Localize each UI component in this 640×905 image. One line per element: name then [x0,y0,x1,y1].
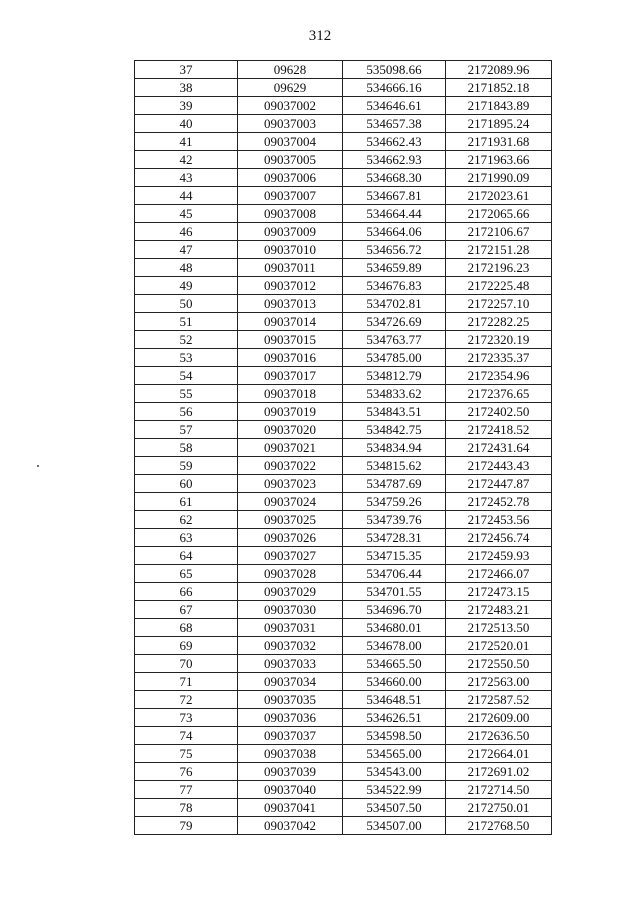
x-coordinate-cell: 534701.55 [343,583,446,601]
point-number-cell: 60 [135,475,238,493]
x-coordinate-cell: 534842.75 [343,421,446,439]
point-number-cell: 53 [135,349,238,367]
y-coordinate-cell: 2171931.68 [446,133,552,151]
y-coordinate-cell: 2172456.74 [446,529,552,547]
point-number-cell: 52 [135,331,238,349]
coordinates-table [134,60,552,835]
parcel-code-cell: 09037022 [238,457,343,475]
y-coordinate-cell: 2172106.67 [446,223,552,241]
y-coordinate-cell: 2172691.02 [446,763,552,781]
parcel-code-cell: 09037034 [238,673,343,691]
x-coordinate-cell: 534812.79 [343,367,446,385]
point-number-cell: 46 [135,223,238,241]
table-row [135,781,552,799]
point-number-cell: 77 [135,781,238,799]
x-coordinate-cell: 534656.72 [343,241,446,259]
x-coordinate-cell: 534543.00 [343,763,446,781]
x-coordinate-cell: 534659.89 [343,259,446,277]
table-row [135,313,552,331]
point-number-cell: 67 [135,601,238,619]
table-row [135,799,552,817]
y-coordinate-cell: 2172335.37 [446,349,552,367]
parcel-code-cell: 09037003 [238,115,343,133]
parcel-code-cell: 09037007 [238,187,343,205]
table-row [135,475,552,493]
x-coordinate-cell: 534728.31 [343,529,446,547]
y-coordinate-cell: 2172418.52 [446,421,552,439]
x-coordinate-cell: 534565.00 [343,745,446,763]
parcel-code-cell: 09037017 [238,367,343,385]
parcel-code-cell: 09037040 [238,781,343,799]
x-coordinate-cell: 534702.81 [343,295,446,313]
point-number-cell: 51 [135,313,238,331]
x-coordinate-cell: 534648.51 [343,691,446,709]
table-row [135,133,552,151]
parcel-code-cell: 09629 [238,79,343,97]
parcel-code-cell: 09037038 [238,745,343,763]
y-coordinate-cell: 2172065.66 [446,205,552,223]
x-coordinate-cell: 534626.51 [343,709,446,727]
point-number-cell: 72 [135,691,238,709]
parcel-code-cell: 09037033 [238,655,343,673]
table-row [135,331,552,349]
point-number-cell: 59 [135,457,238,475]
parcel-code-cell: 09037037 [238,727,343,745]
table-row [135,151,552,169]
table-row [135,241,552,259]
x-coordinate-cell: 534834.94 [343,439,446,457]
x-coordinate-cell: 534507.50 [343,799,446,817]
parcel-code-cell: 09037016 [238,349,343,367]
point-number-cell: 38 [135,79,238,97]
table-row [135,727,552,745]
table-row [135,547,552,565]
table-row [135,367,552,385]
point-number-cell: 56 [135,403,238,421]
parcel-code-cell: 09037025 [238,511,343,529]
table-row [135,673,552,691]
point-number-cell: 70 [135,655,238,673]
table-row [135,169,552,187]
point-number-cell: 61 [135,493,238,511]
table-row [135,601,552,619]
y-coordinate-cell: 2171990.09 [446,169,552,187]
table-row [135,637,552,655]
parcel-code-cell: 09037010 [238,241,343,259]
table-row [135,583,552,601]
point-number-cell: 65 [135,565,238,583]
parcel-code-cell: 09037035 [238,691,343,709]
x-coordinate-cell: 534662.93 [343,151,446,169]
x-coordinate-cell: 535098.66 [343,61,446,79]
x-coordinate-cell: 534660.00 [343,673,446,691]
page-number: 312 [308,28,332,44]
table-row [135,277,552,295]
stray-mark [37,465,39,467]
point-number-cell: 62 [135,511,238,529]
point-number-cell: 42 [135,151,238,169]
y-coordinate-cell: 2172550.50 [446,655,552,673]
point-number-cell: 75 [135,745,238,763]
y-coordinate-cell: 2172768.50 [446,817,552,835]
table-row [135,619,552,637]
parcel-code-cell: 09037009 [238,223,343,241]
y-coordinate-cell: 2172664.01 [446,745,552,763]
x-coordinate-cell: 534667.81 [343,187,446,205]
table-row [135,295,552,313]
x-coordinate-cell: 534706.44 [343,565,446,583]
y-coordinate-cell: 2172282.25 [446,313,552,331]
table-row [135,79,552,97]
point-number-cell: 40 [135,115,238,133]
x-coordinate-cell: 534678.00 [343,637,446,655]
x-coordinate-cell: 534680.01 [343,619,446,637]
y-coordinate-cell: 2172714.50 [446,781,552,799]
table-row [135,655,552,673]
point-number-cell: 73 [135,709,238,727]
point-number-cell: 43 [135,169,238,187]
x-coordinate-cell: 534843.51 [343,403,446,421]
parcel-code-cell: 09037015 [238,331,343,349]
parcel-code-cell: 09037006 [238,169,343,187]
y-coordinate-cell: 2172402.50 [446,403,552,421]
table-row [135,709,552,727]
point-number-cell: 57 [135,421,238,439]
point-number-cell: 71 [135,673,238,691]
parcel-code-cell: 09037023 [238,475,343,493]
x-coordinate-cell: 534739.76 [343,511,446,529]
x-coordinate-cell: 534676.83 [343,277,446,295]
point-number-cell: 50 [135,295,238,313]
y-coordinate-cell: 2171963.66 [446,151,552,169]
y-coordinate-cell: 2172750.01 [446,799,552,817]
point-number-cell: 44 [135,187,238,205]
table-row [135,61,552,79]
y-coordinate-cell: 2172089.96 [446,61,552,79]
x-coordinate-cell: 534787.69 [343,475,446,493]
parcel-code-cell: 09037020 [238,421,343,439]
point-number-cell: 47 [135,241,238,259]
parcel-code-cell: 09037028 [238,565,343,583]
point-number-cell: 55 [135,385,238,403]
table-row [135,457,552,475]
parcel-code-cell: 09037005 [238,151,343,169]
x-coordinate-cell: 534763.77 [343,331,446,349]
point-number-cell: 66 [135,583,238,601]
point-number-cell: 37 [135,61,238,79]
point-number-cell: 39 [135,97,238,115]
parcel-code-cell: 09037024 [238,493,343,511]
point-number-cell: 69 [135,637,238,655]
point-number-cell: 49 [135,277,238,295]
x-coordinate-cell: 534668.30 [343,169,446,187]
point-number-cell: 79 [135,817,238,835]
y-coordinate-cell: 2172466.07 [446,565,552,583]
y-coordinate-cell: 2172151.28 [446,241,552,259]
parcel-code-cell: 09037027 [238,547,343,565]
parcel-code-cell: 09037018 [238,385,343,403]
y-coordinate-cell: 2172483.21 [446,601,552,619]
y-coordinate-cell: 2172636.50 [446,727,552,745]
y-coordinate-cell: 2172443.43 [446,457,552,475]
parcel-code-cell: 09037032 [238,637,343,655]
x-coordinate-cell: 534598.50 [343,727,446,745]
x-coordinate-cell: 534726.69 [343,313,446,331]
table-row [135,529,552,547]
point-number-cell: 74 [135,727,238,745]
x-coordinate-cell: 534785.00 [343,349,446,367]
y-coordinate-cell: 2172257.10 [446,295,552,313]
parcel-code-cell: 09037002 [238,97,343,115]
point-number-cell: 48 [135,259,238,277]
point-number-cell: 76 [135,763,238,781]
table-row [135,565,552,583]
x-coordinate-cell: 534507.00 [343,817,446,835]
y-coordinate-cell: 2172023.61 [446,187,552,205]
y-coordinate-cell: 2171852.18 [446,79,552,97]
table-row [135,403,552,421]
y-coordinate-cell: 2172320.19 [446,331,552,349]
point-number-cell: 78 [135,799,238,817]
table-row [135,421,552,439]
parcel-code-cell: 09037013 [238,295,343,313]
y-coordinate-cell: 2171895.24 [446,115,552,133]
y-coordinate-cell: 2172196.23 [446,259,552,277]
x-coordinate-cell: 534662.43 [343,133,446,151]
parcel-code-cell: 09037029 [238,583,343,601]
parcel-code-cell: 09037011 [238,259,343,277]
table-row [135,115,552,133]
point-number-cell: 58 [135,439,238,457]
x-coordinate-cell: 534664.44 [343,205,446,223]
table-body [135,61,552,835]
y-coordinate-cell: 2172376.65 [446,385,552,403]
y-coordinate-cell: 2172452.78 [446,493,552,511]
parcel-code-cell: 09037039 [238,763,343,781]
parcel-code-cell: 09037036 [238,709,343,727]
y-coordinate-cell: 2172447.87 [446,475,552,493]
y-coordinate-cell: 2172354.96 [446,367,552,385]
x-coordinate-cell: 534815.62 [343,457,446,475]
x-coordinate-cell: 534646.61 [343,97,446,115]
parcel-code-cell: 09037031 [238,619,343,637]
table-row [135,385,552,403]
point-number-cell: 41 [135,133,238,151]
y-coordinate-cell: 2172225.48 [446,277,552,295]
point-number-cell: 45 [135,205,238,223]
x-coordinate-cell: 534696.70 [343,601,446,619]
table-row [135,205,552,223]
table-row [135,745,552,763]
x-coordinate-cell: 534657.38 [343,115,446,133]
point-number-cell: 54 [135,367,238,385]
y-coordinate-cell: 2172513.50 [446,619,552,637]
parcel-code-cell: 09037030 [238,601,343,619]
table-row [135,493,552,511]
table-row [135,763,552,781]
parcel-code-cell: 09037041 [238,799,343,817]
y-coordinate-cell: 2172473.15 [446,583,552,601]
table-row [135,223,552,241]
table-row [135,511,552,529]
parcel-code-cell: 09037012 [238,277,343,295]
y-coordinate-cell: 2172453.56 [446,511,552,529]
x-coordinate-cell: 534665.50 [343,655,446,673]
y-coordinate-cell: 2172587.52 [446,691,552,709]
parcel-code-cell: 09037021 [238,439,343,457]
table-row [135,97,552,115]
parcel-code-cell: 09037004 [238,133,343,151]
table-row [135,259,552,277]
parcel-code-cell: 09037019 [238,403,343,421]
table-row [135,439,552,457]
y-coordinate-cell: 2171843.89 [446,97,552,115]
parcel-code-cell: 09628 [238,61,343,79]
x-coordinate-cell: 534664.06 [343,223,446,241]
x-coordinate-cell: 534833.62 [343,385,446,403]
table-row [135,349,552,367]
y-coordinate-cell: 2172459.93 [446,547,552,565]
x-coordinate-cell: 534522.99 [343,781,446,799]
table-row [135,187,552,205]
point-number-cell: 63 [135,529,238,547]
parcel-code-cell: 09037026 [238,529,343,547]
y-coordinate-cell: 2172563.00 [446,673,552,691]
y-coordinate-cell: 2172609.00 [446,709,552,727]
point-number-cell: 68 [135,619,238,637]
x-coordinate-cell: 534759.26 [343,493,446,511]
parcel-code-cell: 09037014 [238,313,343,331]
parcel-code-cell: 09037042 [238,817,343,835]
x-coordinate-cell: 534666.16 [343,79,446,97]
table-row [135,817,552,835]
y-coordinate-cell: 2172431.64 [446,439,552,457]
table-row [135,691,552,709]
point-number-cell: 64 [135,547,238,565]
y-coordinate-cell: 2172520.01 [446,637,552,655]
x-coordinate-cell: 534715.35 [343,547,446,565]
parcel-code-cell: 09037008 [238,205,343,223]
